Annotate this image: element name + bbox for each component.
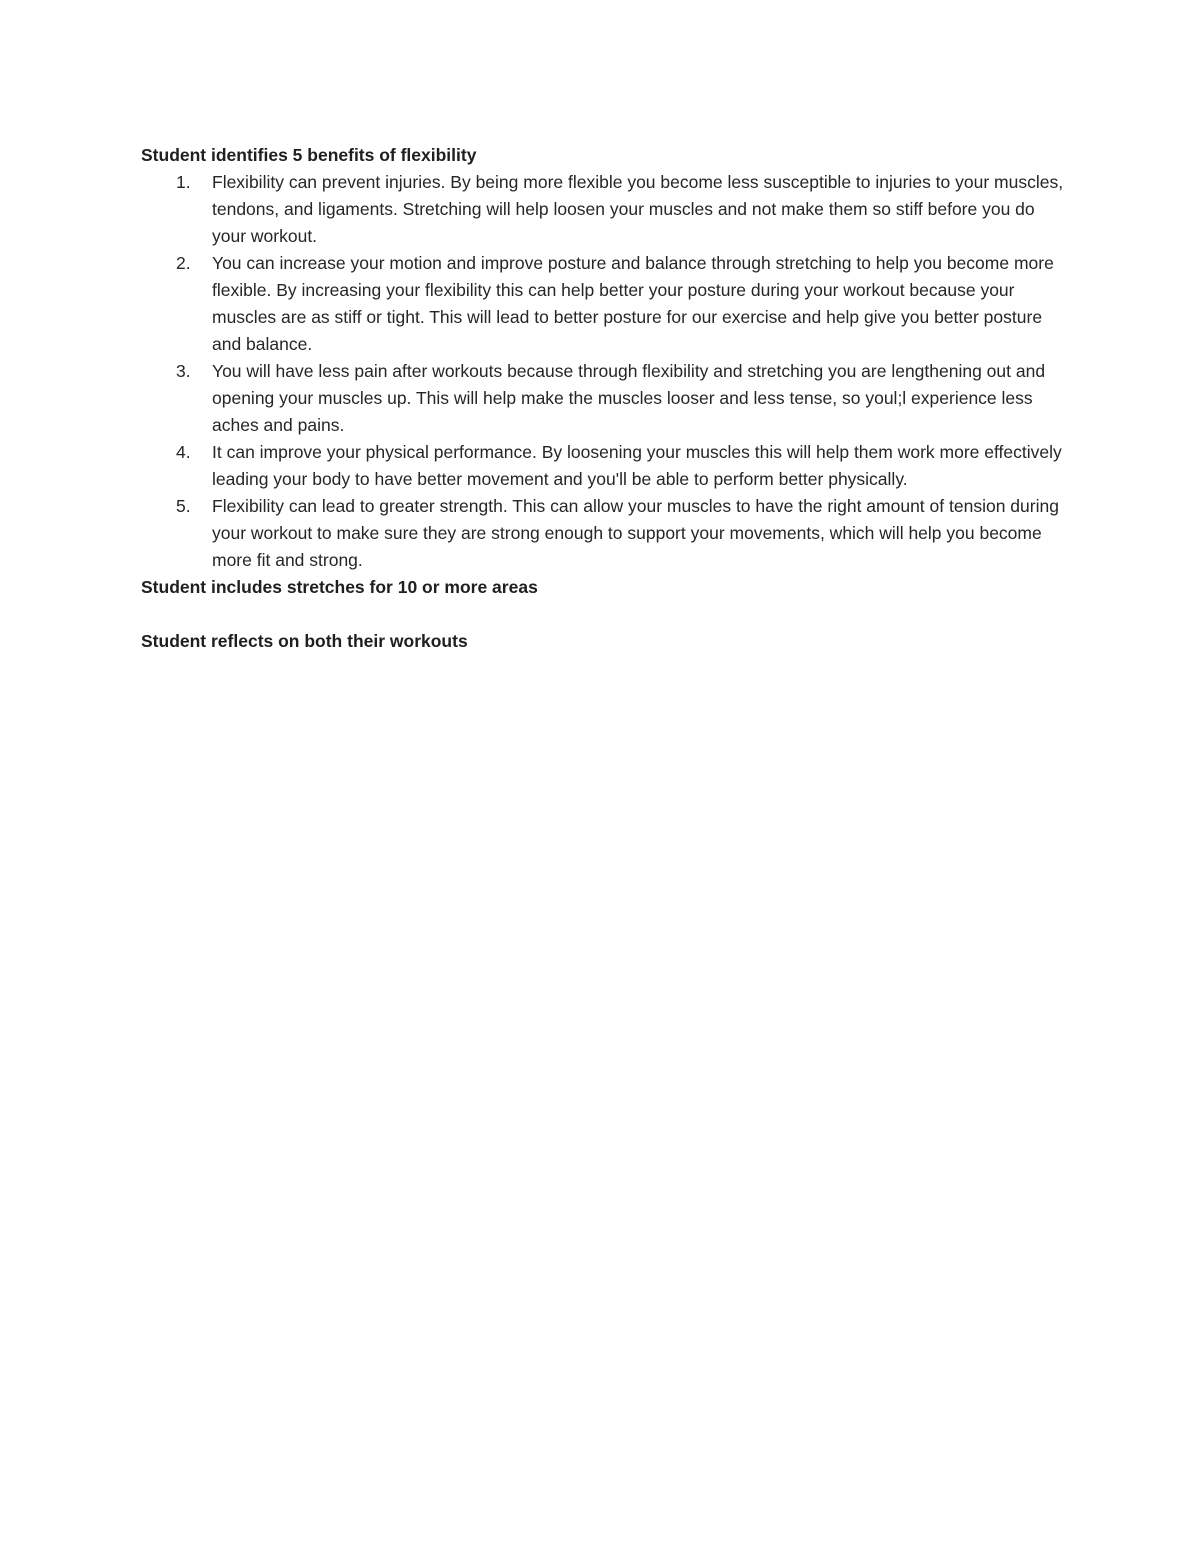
list-item-text: You can increase your motion and improve posture and balance through stretching to help you become more flexible. By increasing your flexibility this can help better your posture during your workout because your muscles are as stiff or tight. This will lead to better posture for our exercise and help give you better posture and balance. bbox=[212, 253, 1054, 354]
list-item-number: 3. bbox=[176, 361, 191, 381]
blank-line bbox=[141, 601, 1071, 628]
list-item-text: Flexibility can prevent injuries. By being more flexible you become less susceptible to injuries to your muscles, tendons, and ligaments. Stretching will help loosen your muscles and not make them so stiff before you do your workout. bbox=[212, 172, 1064, 246]
benefits-list bbox=[141, 169, 1071, 574]
list-item-number: 5. bbox=[176, 496, 191, 516]
section-heading-reflection: Student reflects on both their workouts bbox=[141, 631, 468, 651]
document-content bbox=[141, 142, 1071, 655]
list-item bbox=[141, 358, 1071, 439]
section-heading-stretches: Student includes stretches for 10 or more areas bbox=[141, 577, 538, 597]
list-item-number: 4. bbox=[176, 442, 191, 462]
list-item bbox=[141, 439, 1071, 493]
list-item-number: 2. bbox=[176, 253, 191, 273]
list-item-text: You will have less pain after workouts because through flexibility and stretching you are lengthening out and opening your muscles up. This will help make the muscles looser and less tense, so youl;l experience less aches and pains. bbox=[212, 361, 1046, 435]
list-item-text: Flexibility can lead to greater strength. This can allow your muscles to have the right amount of tension during your workout to make sure they are strong enough to support your movements, which will help you become more fit and strong. bbox=[212, 496, 1059, 570]
list-item-number: 1. bbox=[176, 172, 191, 192]
list-item bbox=[141, 169, 1071, 250]
list-item-text: It can improve your physical performance. By loosening your muscles this will help them work more effectively leading your body to have better movement and you'll be able to perform better physically. bbox=[212, 442, 1062, 489]
section-heading-benefits: Student identifies 5 benefits of flexibility bbox=[141, 145, 477, 165]
list-item bbox=[141, 493, 1071, 574]
list-item bbox=[141, 250, 1071, 358]
